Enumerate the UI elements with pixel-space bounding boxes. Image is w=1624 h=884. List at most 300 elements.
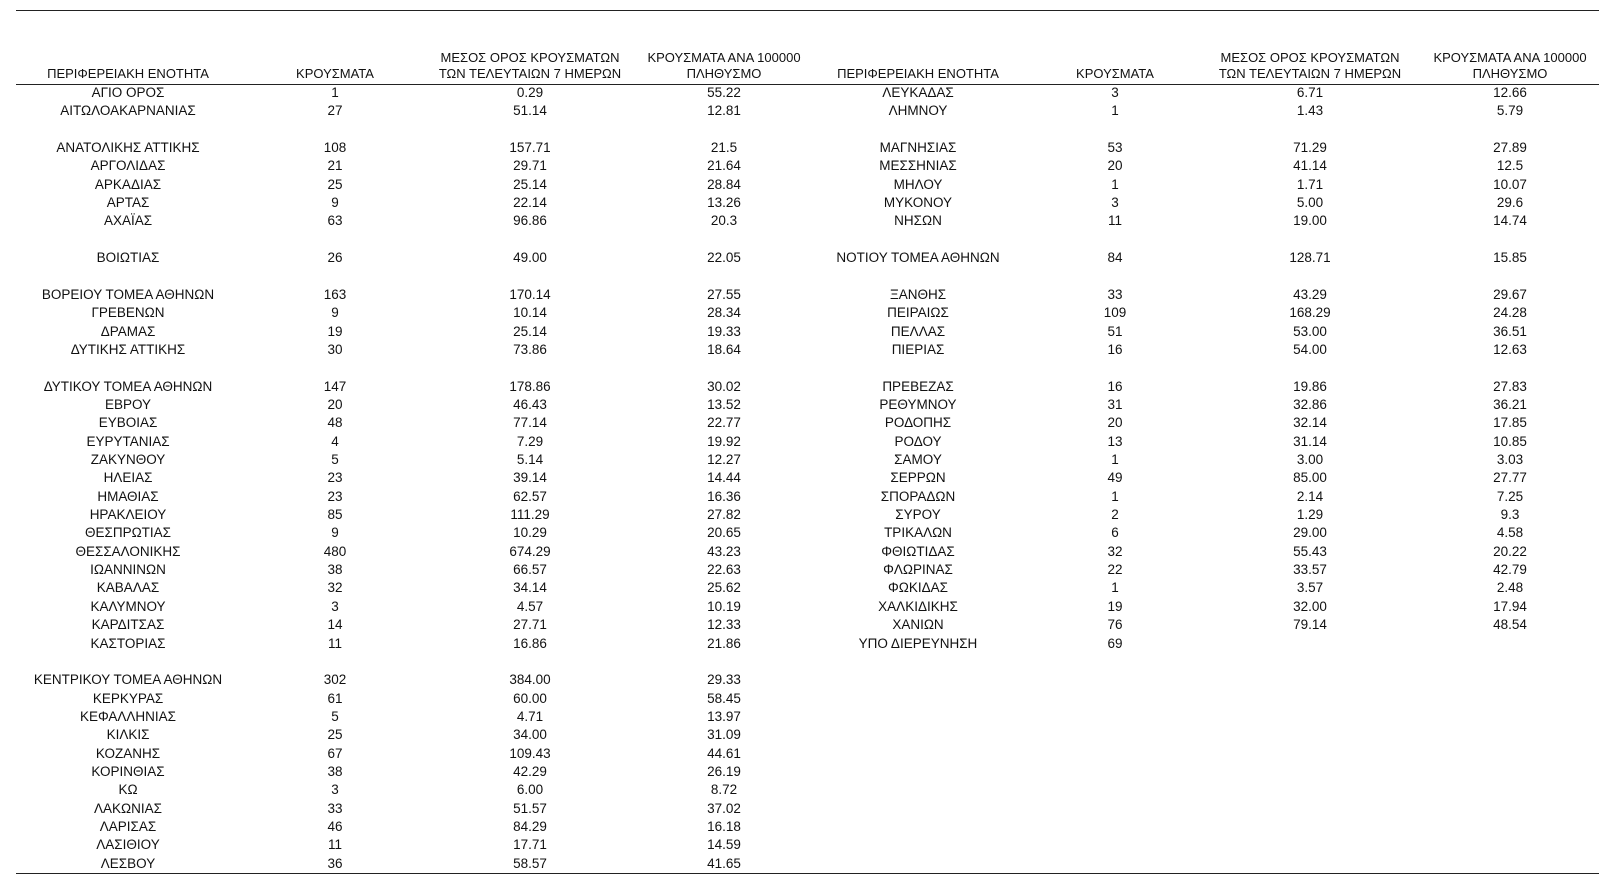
- left-cell-per100k: 12.33: [707, 617, 741, 633]
- right-table-row: [0, 561, 1624, 579]
- right-header-per100k-line1: ΚΡΟΥΣΜΑΤΑ ΑΝΑ 100000: [1433, 50, 1587, 65]
- right-cell-cases: 20: [1107, 415, 1123, 431]
- left-cell-avg: 5.14: [516, 452, 544, 467]
- right-cell-cases: 2: [1111, 507, 1119, 523]
- left-cell-per100k: 22.77: [707, 415, 741, 431]
- right-table-row: [0, 304, 1624, 322]
- left-cell-region: ΑΧΑΪΑΣ: [103, 213, 153, 229]
- left-cell-per100k: 21.5: [710, 140, 738, 156]
- left-cell-per100k: 27.55: [707, 286, 741, 302]
- left-cell-cases: 46: [327, 819, 343, 834]
- left-header-avg-line2: ΤΩΝ ΤΕΛΕΥΤΑΙΩΝ 7 ΗΜΕΡΩΝ: [438, 66, 622, 81]
- right-table-row: [0, 488, 1624, 506]
- left-cell-avg: 51.57: [513, 800, 547, 816]
- left-cell-cases: 67: [327, 745, 343, 761]
- right-cell-region: ΛΕΥΚΑΔΑΣ: [882, 85, 954, 100]
- left-cell-cases: 9: [331, 195, 339, 211]
- right-cell-avg: 53.00: [1293, 323, 1327, 339]
- left-cell-per100k: 20.3: [710, 213, 738, 229]
- left-cell-region: ΑΡΚΑΔΙΑΣ: [94, 176, 162, 192]
- right-cell-cases: 20: [1107, 158, 1123, 174]
- right-cell-region: ΠΙΕΡΙΑΣ: [891, 341, 945, 357]
- left-cell-avg: 60.00: [513, 690, 547, 706]
- right-cell-per100k: 3.03: [1496, 452, 1524, 467]
- left-cell-avg: 77.14: [513, 415, 547, 431]
- left-cell-region: ΚΟΡΙΝΘΙΑΣ: [91, 763, 165, 779]
- left-table-row: [0, 708, 1624, 726]
- left-cell-region: ΚΩ: [118, 782, 138, 798]
- right-cell-region: ΥΠΟ ΔΙΕΡΕΥΝΗΣΗ: [858, 635, 978, 651]
- left-cell-avg: 4.57: [516, 598, 544, 614]
- left-cell-per100k: 19.33: [707, 323, 741, 339]
- right-table-row: [0, 543, 1624, 561]
- left-cell-cases: 85: [327, 507, 343, 523]
- right-cell-region: ΜΑΓΝΗΣΙΑΣ: [879, 140, 957, 156]
- right-cell-avg: 32.00: [1293, 598, 1327, 614]
- right-cell-per100k: 48.54: [1493, 617, 1527, 633]
- left-cell-per100k: 55.22: [707, 85, 741, 100]
- left-cell-avg: 73.86: [513, 341, 547, 357]
- right-cell-cases: 22: [1107, 562, 1123, 578]
- left-cell-cases: 61: [327, 690, 343, 706]
- left-cell-per100k: 18.64: [707, 341, 741, 357]
- left-cell-cases: 14: [327, 617, 343, 633]
- left-table-row: [0, 690, 1624, 708]
- left-cell-region: ΓΡΕΒΕΝΩΝ: [91, 305, 165, 321]
- left-cell-avg: 16.86: [513, 635, 547, 651]
- left-table-row: [0, 745, 1624, 763]
- right-cell-cases: 11: [1107, 213, 1122, 229]
- left-cell-region: ΖΑΚΥΝΘΟΥ: [90, 452, 166, 467]
- left-table-row: [0, 855, 1624, 873]
- right-table-row: [0, 157, 1624, 175]
- right-cell-avg: 29.00: [1293, 525, 1327, 541]
- left-cell-cases: 11: [327, 837, 342, 853]
- right-cell-per100k: 4.58: [1496, 525, 1524, 541]
- left-cell-region: ΚΑΡΔΙΤΣΑΣ: [91, 617, 165, 633]
- right-cell-cases: 16: [1107, 378, 1123, 394]
- right-cell-region: ΡΟΔΟΥ: [894, 433, 942, 449]
- left-cell-per100k: 14.44: [707, 470, 741, 486]
- right-table-row: [0, 249, 1624, 267]
- left-cell-cases: 1: [331, 85, 339, 100]
- right-cell-per100k: 36.21: [1493, 396, 1527, 412]
- left-cell-per100k: 27.82: [707, 507, 741, 523]
- right-table-row: [0, 469, 1624, 487]
- left-cell-region: ΚΟΖΑΝΗΣ: [95, 745, 161, 761]
- right-header-cases: ΚΡΟΥΣΜΑΤΑ: [1076, 66, 1154, 81]
- left-header-per100k-line1: ΚΡΟΥΣΜΑΤΑ ΑΝΑ 100000: [647, 50, 801, 65]
- right-cell-cases: 49: [1107, 470, 1123, 486]
- left-cell-avg: 46.43: [513, 396, 547, 412]
- right-cell-avg: 3.00: [1296, 452, 1324, 467]
- right-cell-region: ΦΘΙΩΤΙΔΑΣ: [881, 543, 955, 559]
- left-cell-avg: 170.14: [509, 286, 551, 302]
- right-cell-per100k: 42.79: [1493, 562, 1527, 578]
- right-cell-avg: 168.29: [1289, 305, 1331, 321]
- left-cell-cases: 25: [327, 176, 343, 192]
- left-cell-region: ΛΑΣΙΘΙΟΥ: [96, 837, 160, 853]
- right-table-row: [0, 433, 1624, 451]
- left-cell-region: ΑΡΤΑΣ: [106, 195, 150, 211]
- right-cell-region: ΣΑΜΟΥ: [894, 452, 942, 467]
- left-table-row: [0, 800, 1624, 818]
- right-cell-region: ΜΕΣΣΗΝΙΑΣ: [879, 158, 957, 174]
- right-table-row: [0, 579, 1624, 597]
- left-cell-avg: 34.00: [513, 727, 547, 743]
- left-cell-per100k: 28.34: [707, 305, 741, 321]
- right-table-row: [0, 102, 1624, 120]
- left-cell-cases: 302: [323, 672, 347, 688]
- left-cell-region: ΚΕΦΑΛΛΗΝΙΑΣ: [79, 708, 177, 724]
- right-cell-avg: 3.57: [1296, 580, 1324, 596]
- left-cell-per100k: 16.36: [707, 488, 741, 504]
- right-cell-cases: 76: [1107, 617, 1123, 633]
- left-cell-cases: 21: [327, 158, 343, 174]
- left-cell-avg: 29.71: [513, 158, 547, 174]
- right-cell-cases: 31: [1107, 396, 1123, 412]
- right-cell-cases: 19: [1107, 598, 1123, 614]
- right-cell-cases: 16: [1107, 341, 1123, 357]
- left-cell-region: ΛΕΣΒΟΥ: [100, 855, 156, 871]
- right-cell-region: ΡΕΘΥΜΝΟΥ: [879, 396, 957, 412]
- right-cell-avg: 85.00: [1293, 470, 1327, 486]
- left-cell-cases: 19: [327, 323, 343, 339]
- left-cell-avg: 84.29: [513, 819, 547, 834]
- right-cell-cases: 3: [1111, 85, 1119, 100]
- left-cell-cases: 23: [327, 488, 343, 504]
- right-cell-avg: 43.29: [1293, 286, 1327, 302]
- left-cell-per100k: 30.02: [707, 378, 741, 394]
- right-table-row: [0, 323, 1624, 341]
- right-table-row: [0, 286, 1624, 304]
- left-table-row: [0, 763, 1624, 781]
- left-cell-cases: 25: [327, 727, 343, 743]
- left-cell-per100k: 26.19: [707, 763, 741, 779]
- right-cell-region: ΡΟΔΟΠΗΣ: [884, 415, 952, 431]
- right-table-row: [0, 506, 1624, 524]
- left-cell-avg: 384.00: [509, 672, 551, 688]
- right-cell-cases: 1: [1111, 488, 1119, 504]
- right-cell-region: ΞΑΝΘΗΣ: [889, 286, 947, 302]
- left-cell-region: ΕΥΒΟΙΑΣ: [98, 415, 158, 431]
- left-header-per100k-line2: ΠΛΗΘΥΣΜΟ: [686, 66, 762, 81]
- right-cell-region: ΜΗΛΟΥ: [893, 176, 943, 192]
- left-cell-region: ΒΟΡΕΙΟΥ ΤΟΜΕΑ ΑΘΗΝΩΝ: [41, 286, 215, 302]
- left-cell-cases: 63: [327, 213, 343, 229]
- right-cell-region: ΠΕΙΡΑΙΩΣ: [887, 305, 949, 321]
- right-cell-region: ΤΡΙΚΑΛΩΝ: [884, 525, 952, 541]
- left-cell-per100k: 13.52: [707, 396, 741, 412]
- left-cell-region: ΗΛΕΙΑΣ: [103, 470, 153, 486]
- right-cell-avg: 5.00: [1296, 195, 1324, 211]
- left-cell-avg: 62.57: [513, 488, 547, 504]
- right-cell-region: ΣΕΡΡΩΝ: [890, 470, 946, 486]
- right-cell-region: ΣΥΡΟΥ: [895, 507, 941, 523]
- left-cell-cases: 4: [331, 433, 339, 449]
- right-table-row: [0, 194, 1624, 212]
- left-table-row: [0, 726, 1624, 744]
- left-cell-region: ΑΙΤΩΛΟΑΚΑΡΝΑΝΙΑΣ: [60, 103, 196, 119]
- left-cell-cases: 36: [327, 855, 343, 871]
- left-cell-region: ΔΥΤΙΚΟΥ ΤΟΜΕΑ ΑΘΗΝΩΝ: [43, 378, 213, 394]
- left-cell-avg: 6.00: [516, 782, 544, 798]
- left-cell-region: ΔΥΤΙΚΗΣ ΑΤΤΙΚΗΣ: [70, 341, 186, 357]
- right-cell-region: ΛΗΜΝΟΥ: [888, 103, 948, 119]
- left-cell-cases: 3: [331, 782, 339, 798]
- left-cell-per100k: 58.45: [707, 690, 741, 706]
- right-cell-avg: 6.71: [1296, 85, 1324, 100]
- right-cell-avg: 54.00: [1293, 341, 1327, 357]
- left-cell-per100k: 31.09: [707, 727, 741, 743]
- left-cell-region: ΙΩΑΝΝΙΝΩΝ: [90, 562, 166, 578]
- right-cell-region: ΦΩΚΙΔΑΣ: [888, 580, 948, 596]
- right-cell-per100k: 14.74: [1493, 213, 1527, 229]
- right-cell-per100k: 17.85: [1493, 415, 1527, 431]
- left-cell-per100k: 43.23: [707, 543, 741, 559]
- left-cell-per100k: 13.26: [707, 195, 741, 211]
- right-cell-per100k: 29.6: [1496, 195, 1524, 211]
- left-cell-per100k: 12.27: [707, 452, 741, 467]
- left-cell-per100k: 20.65: [707, 525, 741, 541]
- left-cell-cases: 27: [327, 103, 343, 119]
- right-cell-avg: 1.29: [1296, 507, 1324, 523]
- right-cell-avg: 41.14: [1293, 158, 1327, 174]
- left-cell-cases: 147: [323, 378, 347, 394]
- left-cell-avg: 4.71: [516, 708, 544, 724]
- right-table-row: [0, 378, 1624, 396]
- right-cell-per100k: 17.94: [1493, 598, 1527, 614]
- right-cell-avg: 79.14: [1293, 617, 1327, 633]
- right-cell-cases: 1: [1111, 103, 1119, 119]
- right-cell-avg: 2.14: [1296, 488, 1324, 504]
- left-cell-per100k: 41.65: [707, 855, 741, 871]
- left-cell-per100k: 22.63: [707, 562, 741, 578]
- right-cell-cases: 1: [1111, 580, 1119, 596]
- right-cell-per100k: 15.85: [1493, 250, 1527, 266]
- left-cell-avg: 58.57: [513, 855, 547, 871]
- left-cell-cases: 3: [331, 598, 339, 614]
- left-cell-cases: 9: [331, 305, 339, 321]
- right-cell-per100k: 27.89: [1493, 140, 1527, 156]
- left-cell-per100k: 21.64: [707, 158, 741, 174]
- left-cell-region: ΑΝΑΤΟΛΙΚΗΣ ΑΤΤΙΚΗΣ: [56, 140, 200, 156]
- left-cell-region: ΒΟΙΩΤΙΑΣ: [96, 250, 160, 266]
- right-cell-per100k: 29.67: [1493, 286, 1527, 302]
- left-cell-per100k: 29.33: [707, 672, 741, 688]
- right-cell-avg: 19.86: [1293, 378, 1327, 394]
- left-cell-cases: 5: [331, 708, 339, 724]
- left-cell-avg: 17.71: [513, 837, 547, 853]
- right-cell-avg: 1.43: [1296, 103, 1324, 119]
- left-cell-region: ΘΕΣΠΡΩΤΙΑΣ: [84, 525, 172, 541]
- left-table-row: [0, 781, 1624, 799]
- right-cell-per100k: 27.77: [1493, 470, 1527, 486]
- left-cell-region: ΚΕΡΚΥΡΑΣ: [92, 690, 164, 706]
- right-header-avg-line2: ΤΩΝ ΤΕΛΕΥΤΑΙΩΝ 7 ΗΜΕΡΩΝ: [1218, 66, 1402, 81]
- right-cell-region: ΣΠΟΡΑΔΩΝ: [880, 488, 956, 504]
- left-cell-region: ΛΑΚΩΝΙΑΣ: [94, 800, 162, 816]
- left-cell-cases: 5: [331, 452, 339, 467]
- left-cell-cases: 38: [327, 763, 343, 779]
- right-cell-cases: 69: [1107, 635, 1123, 651]
- right-cell-region: ΠΡΕΒΕΖΑΣ: [882, 378, 954, 394]
- left-cell-per100k: 28.84: [707, 176, 741, 192]
- left-cell-per100k: 8.72: [710, 782, 738, 798]
- right-cell-avg: 71.29: [1293, 140, 1327, 156]
- left-cell-region: ΑΓΙΟ ΟΡΟΣ: [91, 85, 165, 100]
- left-cell-cases: 32: [327, 580, 343, 596]
- right-cell-per100k: 2.48: [1496, 580, 1524, 596]
- left-cell-cases: 9: [331, 525, 339, 541]
- left-cell-avg: 111.29: [510, 507, 550, 523]
- right-table-row: [0, 212, 1624, 230]
- left-cell-avg: 109.43: [509, 745, 551, 761]
- right-cell-avg: 55.43: [1293, 543, 1327, 559]
- right-cell-cases: 1: [1111, 452, 1119, 467]
- left-cell-per100k: 13.97: [707, 708, 741, 724]
- left-cell-region: ΕΒΡΟΥ: [104, 396, 152, 412]
- right-cell-per100k: 12.5: [1496, 158, 1524, 174]
- right-cell-cases: 84: [1107, 250, 1123, 266]
- left-cell-per100k: 25.62: [707, 580, 741, 596]
- left-cell-avg: 7.29: [516, 433, 544, 449]
- right-cell-avg: 33.57: [1293, 562, 1327, 578]
- right-cell-per100k: 7.25: [1496, 488, 1524, 504]
- right-cell-region: ΦΛΩΡΙΝΑΣ: [883, 562, 953, 578]
- left-cell-region: ΕΥΡΥΤΑΝΙΑΣ: [86, 433, 170, 449]
- right-table-row: [0, 396, 1624, 414]
- right-cell-region: ΧΑΝΙΩΝ: [892, 617, 944, 633]
- left-cell-avg: 10.14: [513, 305, 547, 321]
- right-cell-avg: 128.71: [1289, 250, 1331, 266]
- right-cell-avg: 31.14: [1293, 433, 1327, 449]
- left-cell-avg: 0.29: [516, 85, 544, 100]
- right-cell-cases: 1: [1111, 176, 1119, 192]
- right-cell-cases: 53: [1107, 140, 1123, 156]
- left-cell-per100k: 16.18: [707, 819, 741, 834]
- right-table-row: [0, 451, 1624, 469]
- right-cell-per100k: 9.3: [1500, 507, 1520, 523]
- right-table-row: [0, 635, 1624, 653]
- right-cell-per100k: 36.51: [1493, 323, 1527, 339]
- left-cell-cases: 11: [327, 635, 342, 651]
- right-cell-region: ΝΟΤΙΟΥ ΤΟΜΕΑ ΑΘΗΝΩΝ: [836, 250, 1000, 266]
- left-cell-avg: 27.71: [513, 617, 547, 633]
- right-cell-cases: 51: [1107, 323, 1123, 339]
- left-cell-avg: 25.14: [513, 176, 547, 192]
- right-table-row: [0, 524, 1624, 542]
- left-cell-region: ΚΑΣΤΟΡΙΑΣ: [90, 635, 166, 651]
- left-table-row: [0, 671, 1624, 689]
- left-cell-cases: 26: [327, 250, 343, 266]
- right-cell-cases: 32: [1107, 543, 1123, 559]
- right-cell-per100k: 20.22: [1493, 543, 1527, 559]
- left-cell-region: ΑΡΓΟΛΙΔΑΣ: [90, 158, 166, 174]
- left-cell-cases: 23: [327, 470, 343, 486]
- right-cell-per100k: 12.63: [1493, 341, 1527, 357]
- right-cell-region: ΜΥΚΟΝΟΥ: [883, 195, 953, 211]
- right-cell-per100k: 24.28: [1493, 305, 1527, 321]
- left-cell-avg: 674.29: [509, 543, 551, 559]
- left-header-cases: ΚΡΟΥΣΜΑΤΑ: [296, 66, 374, 81]
- left-header-avg-line1: ΜΕΣΟΣ ΟΡΟΣ ΚΡΟΥΣΜΑΤΩΝ: [440, 50, 620, 65]
- right-table-row: [0, 341, 1624, 359]
- right-cell-avg: 19.00: [1293, 213, 1327, 229]
- right-cell-per100k: 5.79: [1496, 103, 1524, 119]
- left-cell-avg: 10.29: [513, 525, 547, 541]
- right-cell-cases: 3: [1111, 195, 1119, 211]
- right-cell-per100k: 10.85: [1493, 433, 1527, 449]
- left-cell-avg: 49.00: [513, 250, 547, 266]
- right-cell-avg: 1.71: [1296, 176, 1324, 192]
- left-cell-avg: 96.86: [513, 213, 547, 229]
- left-cell-cases: 163: [323, 286, 347, 302]
- left-table-row: [0, 836, 1624, 854]
- left-cell-region: ΚΑΛΥΜΝΟΥ: [90, 598, 166, 614]
- left-cell-avg: 39.14: [513, 470, 547, 486]
- left-cell-avg: 157.71: [509, 140, 551, 156]
- left-cell-cases: 33: [327, 800, 343, 816]
- right-cell-region: ΠΕΛΛΑΣ: [890, 323, 946, 339]
- left-cell-per100k: 19.92: [707, 433, 741, 449]
- left-cell-avg: 22.14: [513, 195, 547, 211]
- right-cell-avg: 32.14: [1293, 415, 1327, 431]
- left-cell-region: ΚΕΝΤΡΙΚΟΥ ΤΟΜΕΑ ΑΘΗΝΩΝ: [33, 672, 223, 688]
- left-cell-avg: 25.14: [513, 323, 547, 339]
- left-cell-region: ΘΕΣΣΑΛΟΝΙΚΗΣ: [75, 543, 181, 559]
- left-cell-cases: 108: [323, 140, 347, 156]
- right-cell-cases: 13: [1107, 433, 1123, 449]
- left-cell-cases: 38: [327, 562, 343, 578]
- right-cell-region: ΧΑΛΚΙΔΙΚΗΣ: [878, 598, 958, 614]
- right-table-row: [0, 414, 1624, 432]
- right-cell-per100k: 10.07: [1493, 176, 1527, 192]
- left-cell-region: ΚΑΒΑΛΑΣ: [96, 580, 160, 596]
- right-cell-per100k: 12.66: [1493, 85, 1527, 100]
- left-cell-region: ΚΙΛΚΙΣ: [106, 727, 150, 743]
- left-cell-per100k: 14.59: [707, 837, 741, 853]
- right-header-avg-line1: ΜΕΣΟΣ ΟΡΟΣ ΚΡΟΥΣΜΑΤΩΝ: [1220, 50, 1400, 65]
- right-cell-cases: 109: [1103, 305, 1127, 321]
- left-cell-region: ΛΑΡΙΣΑΣ: [99, 819, 157, 834]
- left-cell-per100k: 10.19: [707, 598, 741, 614]
- right-cell-avg: 32.86: [1293, 396, 1327, 412]
- right-cell-cases: 33: [1107, 286, 1123, 302]
- left-cell-per100k: 37.02: [707, 800, 741, 816]
- right-cell-per100k: 27.83: [1493, 378, 1527, 394]
- right-cell-region: ΝΗΣΩΝ: [894, 213, 942, 229]
- left-cell-region: ΗΜΑΘΙΑΣ: [97, 488, 159, 504]
- right-table-row: [0, 176, 1624, 194]
- left-cell-cases: 48: [327, 415, 343, 431]
- left-table-row: [0, 818, 1624, 836]
- left-cell-region: ΔΡΑΜΑΣ: [100, 323, 156, 339]
- left-cell-avg: 42.29: [513, 763, 547, 779]
- left-cell-cases: 480: [323, 543, 347, 559]
- right-table-row: [0, 598, 1624, 616]
- right-header-region: ΠΕΡΙΦΕΡΕΙΑΚΗ ΕΝΟΤΗΤΑ: [837, 66, 999, 81]
- right-table-row: [0, 139, 1624, 157]
- left-cell-cases: 30: [327, 341, 343, 357]
- left-cell-avg: 66.57: [513, 562, 547, 578]
- left-cell-avg: 178.86: [509, 378, 551, 394]
- left-cell-per100k: 44.61: [707, 745, 741, 761]
- right-table-row: [0, 84, 1624, 102]
- left-cell-region: ΗΡΑΚΛΕΙΟΥ: [89, 507, 167, 523]
- left-cell-per100k: 22.05: [707, 250, 741, 266]
- left-cell-per100k: 21.86: [707, 635, 741, 651]
